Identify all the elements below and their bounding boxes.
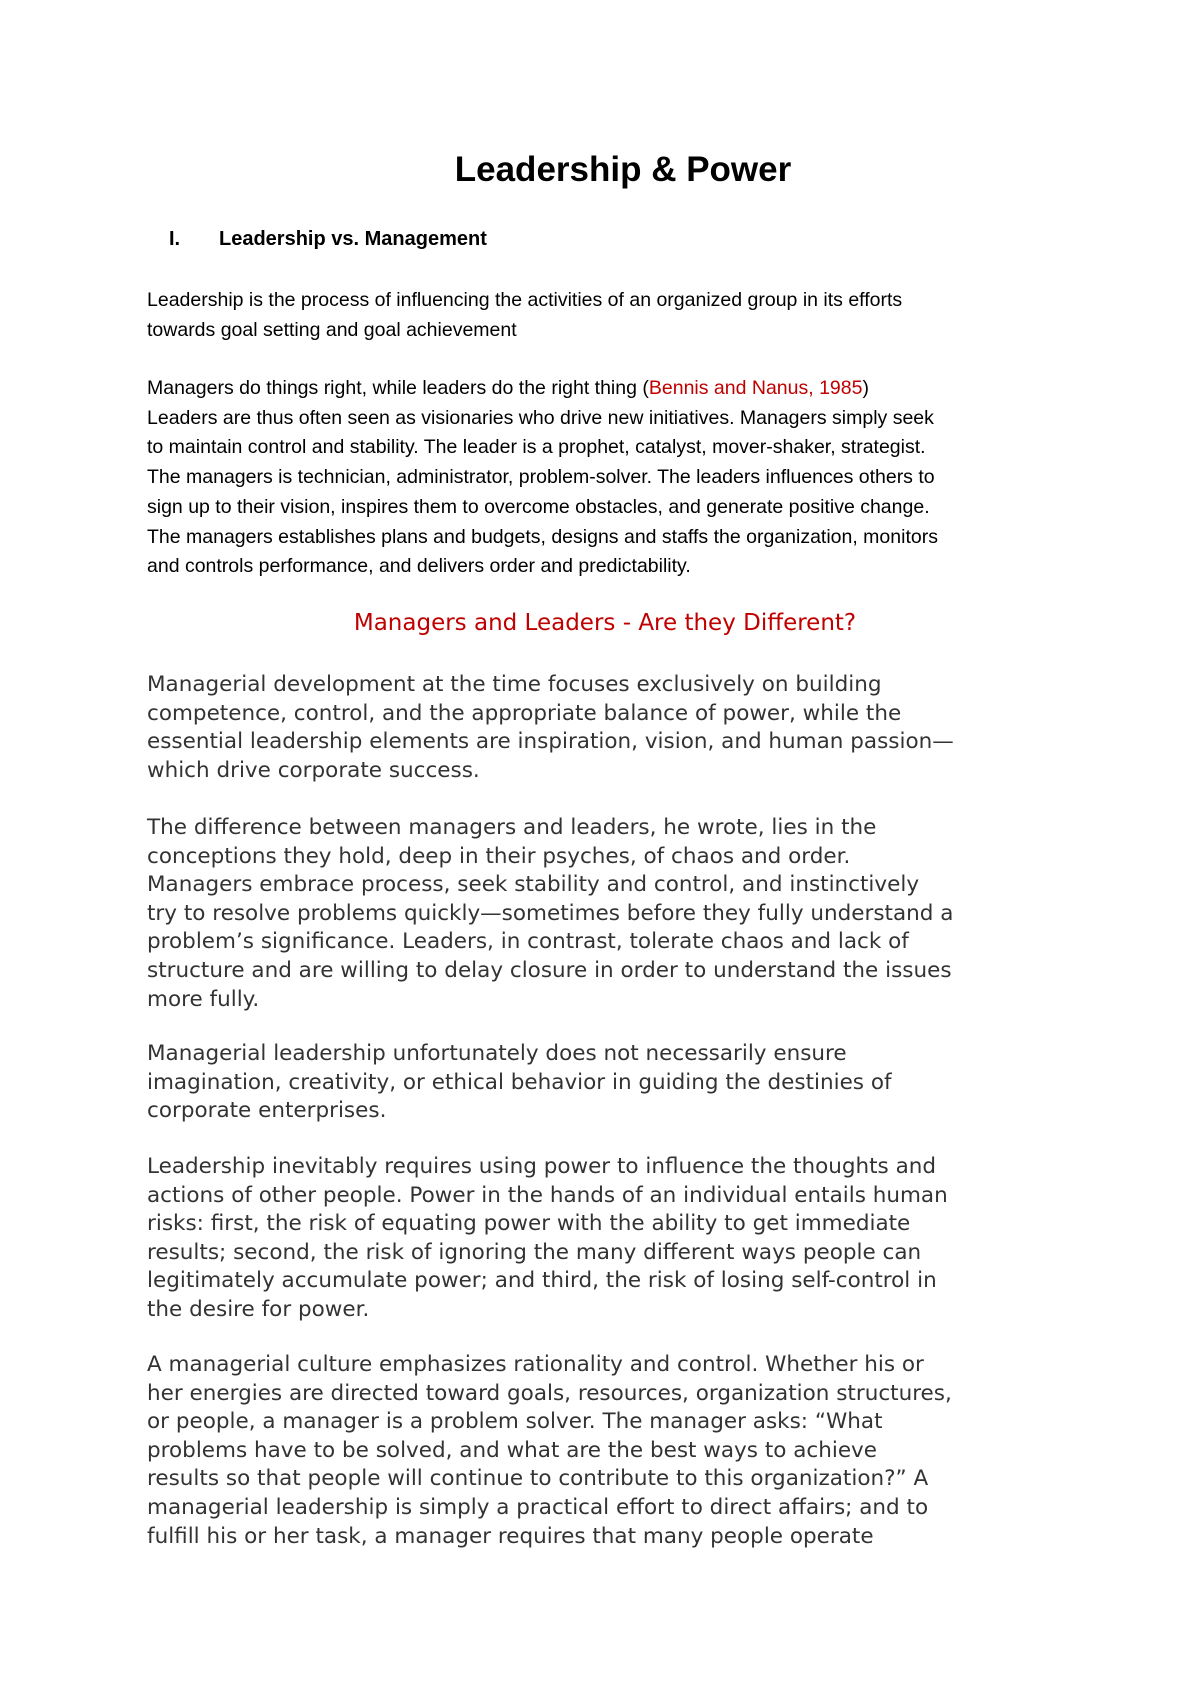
text-line: actions of other people. Power in the hands of an individual entails human (147, 1182, 948, 1208)
section-heading (147, 228, 487, 251)
text-line: try to resolve problems quickly—sometimes before they fully understand a (147, 900, 954, 926)
subheading: Managers and Leaders - Are they Different? (353, 610, 857, 636)
body-paragraph (147, 671, 954, 785)
text-line: essential leadership elements are inspiration, vision, and human passion— (147, 729, 954, 755)
text-line: competence, control, and the appropriate balance of power, while the (147, 700, 902, 726)
quote-suffix: ) (862, 377, 869, 399)
document-title: Leadership & Power (454, 150, 792, 189)
text-line: Managerial development at the time focuses exclusively on building (147, 672, 882, 697)
quote-paragraph (147, 374, 938, 582)
section-number: I. (169, 228, 181, 250)
body-paragraph (147, 1351, 952, 1551)
body-paragraph (147, 1040, 892, 1126)
text-line: legitimately accumulate power; and third, the risk of losing self-control in (147, 1268, 937, 1294)
text-line: problems have to be solved, and what are the best ways to achieve (147, 1437, 878, 1463)
text-line: Leadership is the process of influencing the activities of an organized group in its efforts (147, 289, 903, 311)
text-line: managerial leadership is simply a practical effort to direct affairs; and to (147, 1494, 929, 1520)
text-line: Managers embrace process, seek stability and control, and instinctively (147, 872, 920, 898)
text-line: the desire for power. (147, 1296, 370, 1322)
text-line: A managerial culture emphasizes rationality and control. Whether his or (147, 1352, 924, 1377)
text-line: to maintain control and stability. The leader is a prophet, catalyst, mover-shaker, strategist. (147, 436, 926, 459)
body-paragraph (147, 1153, 948, 1325)
text-line: problem’s significance. Leaders, in contrast, tolerate chaos and lack of (147, 929, 909, 955)
quote-line (147, 374, 938, 404)
text-line: or people, a manager is a problem solver. The manager asks: “What (147, 1409, 883, 1435)
text-line: Managerial leadership unfortunately does not necessarily ensure (147, 1041, 847, 1066)
text-line: which drive corporate success. (147, 757, 480, 783)
text-line: her energies are directed toward goals, resources, organization structures, (147, 1380, 952, 1406)
definition-paragraph (147, 286, 902, 345)
text-line: and controls performance, and delivers order and predictability. (147, 555, 691, 578)
text-line: conceptions they hold, deep in their psyches, of chaos and order. (147, 843, 851, 869)
text-line: The difference between managers and leaders, he wrote, lies in the (147, 815, 877, 840)
citation: Bennis and Nanus, 1985 (648, 377, 863, 399)
quote-text: Managers do things right, while leaders do the right thing ( (147, 377, 649, 399)
text-line: sign up to their vision, inspires them to overcome obstacles, and generate positive change. (147, 495, 930, 518)
text-line: Leaders are thus often seen as visionaries who drive new initiatives. Managers simply seek (147, 406, 934, 429)
text-line: more fully. (147, 986, 260, 1012)
text-line: results; second, the risk of ignoring the many different ways people can (147, 1239, 922, 1265)
text-line: risks: first, the risk of equating power with the ability to get immediate (147, 1211, 911, 1237)
text-line: towards goal setting and goal achievement (147, 318, 517, 341)
text-line: imagination, creativity, or ethical behavior in guiding the destinies of (147, 1069, 892, 1095)
text-line: results so that people will continue to contribute to this organization?” A (147, 1466, 929, 1492)
section-heading-text: Leadership vs. Management (219, 228, 487, 250)
text-line: The managers is technician, administrator, problem-solver. The leaders influences others to (147, 466, 935, 489)
text-line: fulfill his or her task, a manager requires that many people operate (147, 1523, 874, 1549)
text-line: corporate enterprises. (147, 1098, 387, 1124)
text-line: The managers establishes plans and budgets, designs and staffs the organization, monitors (147, 525, 938, 548)
body-paragraph (147, 814, 953, 1014)
text-line: Leadership inevitably requires using power to influence the thoughts and (147, 1154, 937, 1179)
text-line: structure and are willing to delay closure in order to understand the issues (147, 957, 952, 983)
